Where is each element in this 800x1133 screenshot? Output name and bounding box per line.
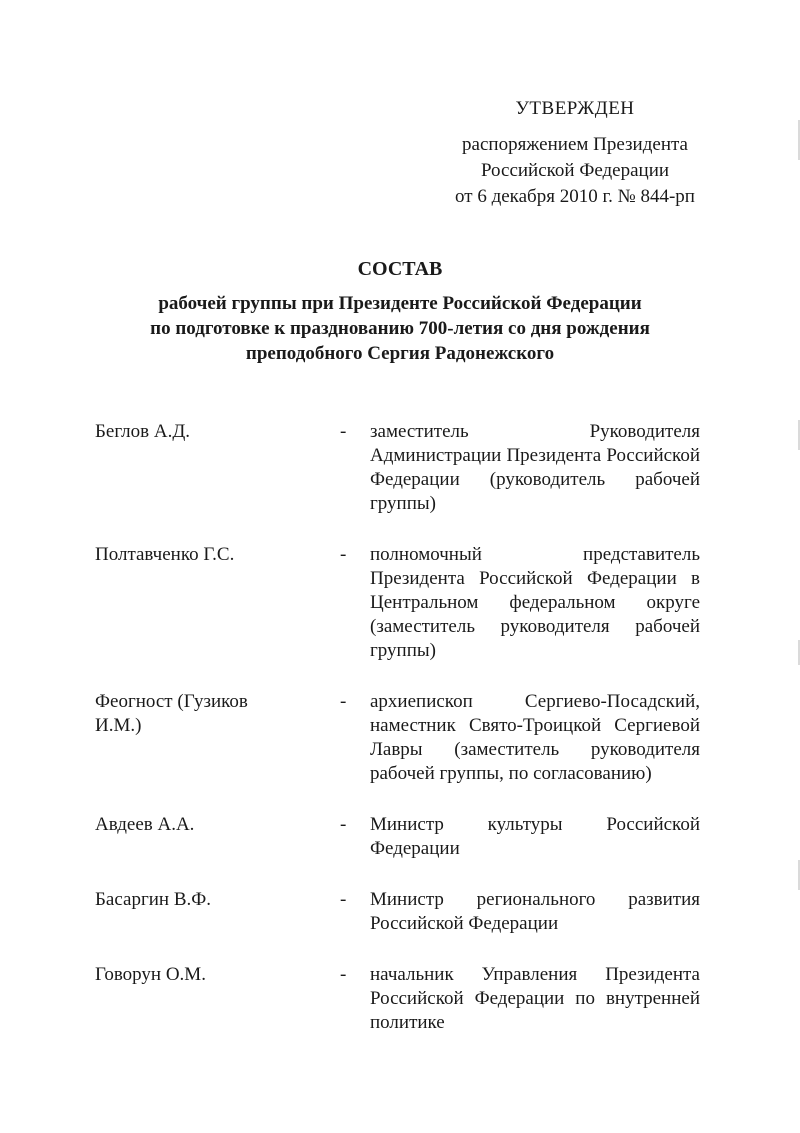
member-dash: - [340,691,347,712]
member-name: Полтавченко Г.С. [95,544,235,565]
member-row [95,963,700,1035]
document-subtitle: рабочей группы при Президенте Российской Федерации по подготовке к празднованию 700-летия со дня рождения преподобного Сергия Радонежского [150,293,650,364]
member-row [95,813,700,861]
approval-line-1: распоряжением Президента [462,134,688,155]
approval-line-3: от 6 декабря 2010 г. № 844-рп [455,186,695,207]
member-role: Министр регионального развития Российской Федерации [370,889,700,934]
member-dash: - [340,814,347,835]
approval-stamp: УТВЕРЖДЕН [515,98,635,119]
document-heading [60,255,740,366]
member-name: Беглов А.Д. [95,421,191,442]
member-role: начальник Управления Президента Российской Федерации по внутренней политике [370,964,700,1033]
member-role: полномочный представитель Президента Российской Федерации в Центральном федеральном округе (заместитель руководителя рабочей группы) [370,544,700,661]
member-row [95,690,700,786]
member-role: Министр культуры Российской Федерации [370,814,700,859]
member-dash: - [340,544,347,565]
member-name: Авдеев А.А. [95,814,195,835]
member-name: Басаргин В.Ф. [95,889,212,910]
document-title: СОСТАВ [357,258,443,280]
member-role: архиепископ Сергиево-Посадский, наместник Свято-Троицкой Сергиевой Лавры (заместитель руководителя рабочей группы, по согласованию) [370,691,700,784]
member-name: Говорун О.М. [95,964,206,985]
member-dash: - [340,889,347,910]
member-role: заместитель Руководителя Администрации Президента Российской Федерации (руководитель рабочей группы) [370,421,700,514]
member-name: Феогност (Гузиков И.М.) [95,691,248,736]
member-dash: - [340,421,347,442]
member-row [95,420,700,516]
member-row [95,543,700,663]
member-row [95,888,700,936]
member-dash: - [340,964,347,985]
members-list [95,420,700,1062]
approval-block [440,96,710,210]
approval-line-2: Российской Федерации [480,160,670,181]
